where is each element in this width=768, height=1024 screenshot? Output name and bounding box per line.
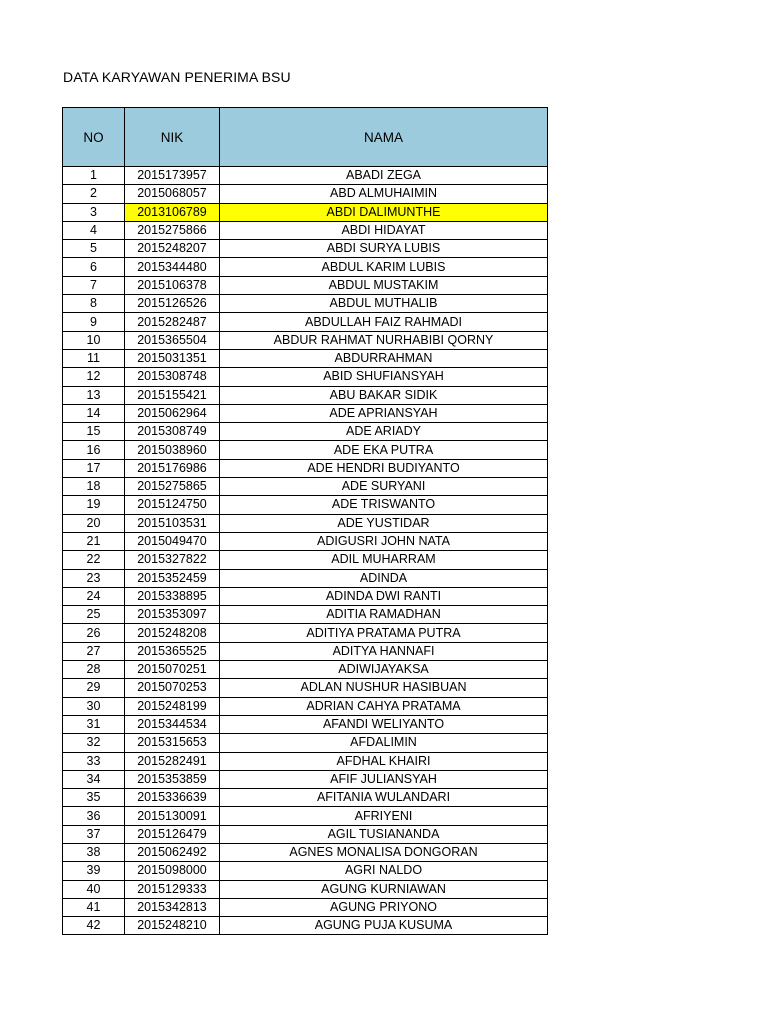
cell-no: 39 [63,862,125,880]
cell-nama: AGUNG KURNIAWAN [220,880,548,898]
cell-nik: 2015126479 [125,825,220,843]
cell-nama: ABD ALMUHAIMIN [220,185,548,203]
cell-nama: ADINDA [220,569,548,587]
table-row [63,661,548,679]
table-row [63,185,548,203]
table-row [63,276,548,294]
cell-nik: 2015282487 [125,313,220,331]
page-title: DATA KARYAWAN PENERIMA BSU [63,69,291,85]
cell-nik: 2015248199 [125,697,220,715]
table-row [63,514,548,532]
cell-nama: ABDI SURYA LUBIS [220,240,548,258]
cell-nama: ADIL MUHARRAM [220,551,548,569]
cell-nama: ABDUL MUTHALIB [220,295,548,313]
cell-nik: 2013106789 [125,203,220,221]
cell-nik: 2015336639 [125,789,220,807]
table-row [63,532,548,550]
table-row [63,697,548,715]
cell-nik: 2015173957 [125,167,220,185]
cell-no: 41 [63,898,125,916]
cell-nama: ADRIAN CAHYA PRATAMA [220,697,548,715]
cell-nik: 2015103531 [125,514,220,532]
cell-no: 37 [63,825,125,843]
cell-no: 25 [63,606,125,624]
cell-nik: 2015155421 [125,386,220,404]
cell-no: 2 [63,185,125,203]
cell-nik: 2015275865 [125,478,220,496]
cell-no: 35 [63,789,125,807]
cell-no: 15 [63,423,125,441]
employee-table [62,107,548,935]
cell-no: 33 [63,752,125,770]
table-row [63,386,548,404]
cell-nik: 2015342813 [125,898,220,916]
table-row [63,715,548,733]
cell-nama: ADE APRIANSYAH [220,404,548,422]
table-row [63,752,548,770]
cell-no: 19 [63,496,125,514]
table-row [63,331,548,349]
cell-no: 7 [63,276,125,294]
cell-nik: 2015176986 [125,459,220,477]
cell-nik: 2015344534 [125,715,220,733]
cell-no: 9 [63,313,125,331]
cell-no: 18 [63,478,125,496]
table-row [63,606,548,624]
cell-nama: ADLAN NUSHUR HASIBUAN [220,679,548,697]
table-row [63,917,548,935]
table-row [63,843,548,861]
cell-no: 3 [63,203,125,221]
table-row [63,587,548,605]
cell-nama: ABADI ZEGA [220,167,548,185]
cell-no: 28 [63,661,125,679]
table-row [63,478,548,496]
cell-no: 31 [63,715,125,733]
table-row [63,368,548,386]
cell-nama: AGNES MONALISA DONGORAN [220,843,548,861]
column-header-no: NO [63,108,125,167]
cell-nama: ADIGUSRI JOHN NATA [220,532,548,550]
column-header-nik: NIK [125,108,220,167]
cell-no: 42 [63,917,125,935]
cell-no: 38 [63,843,125,861]
table-row [63,789,548,807]
cell-nik: 2015031351 [125,349,220,367]
cell-nama: ABDI HIDAYAT [220,221,548,239]
cell-nik: 2015068057 [125,185,220,203]
cell-no: 30 [63,697,125,715]
cell-nama: ABDUL KARIM LUBIS [220,258,548,276]
cell-nama: AFANDI WELIYANTO [220,715,548,733]
cell-no: 20 [63,514,125,532]
cell-no: 27 [63,642,125,660]
cell-nik: 2015353859 [125,770,220,788]
cell-nik: 2015353097 [125,606,220,624]
cell-nik: 2015129333 [125,880,220,898]
cell-no: 24 [63,587,125,605]
cell-no: 12 [63,368,125,386]
table-body [63,167,548,935]
cell-no: 26 [63,624,125,642]
cell-no: 17 [63,459,125,477]
table-row [63,349,548,367]
cell-no: 40 [63,880,125,898]
cell-no: 14 [63,404,125,422]
cell-nama: ADITIA RAMADHAN [220,606,548,624]
cell-no: 36 [63,807,125,825]
cell-no: 5 [63,240,125,258]
cell-nama: AGRI NALDO [220,862,548,880]
cell-nama: AGIL TUSIANANDA [220,825,548,843]
cell-no: 21 [63,532,125,550]
cell-nik: 2015338895 [125,587,220,605]
table-row [63,167,548,185]
cell-nama: AFDHAL KHAIRI [220,752,548,770]
table-row [63,496,548,514]
table-row [63,880,548,898]
cell-nik: 2015049470 [125,532,220,550]
cell-nik: 2015308749 [125,423,220,441]
cell-nik: 2015365504 [125,331,220,349]
cell-nik: 2015098000 [125,862,220,880]
cell-nama: ADITIYA PRATAMA PUTRA [220,624,548,642]
cell-nik: 2015327822 [125,551,220,569]
cell-nik: 2015062964 [125,404,220,422]
cell-nik: 2015124750 [125,496,220,514]
table-row [63,404,548,422]
cell-nama: ABDI DALIMUNTHE [220,203,548,221]
cell-no: 4 [63,221,125,239]
cell-nama: ADE SURYANI [220,478,548,496]
cell-nama: ABDURRAHMAN [220,349,548,367]
table-row [63,459,548,477]
cell-nik: 2015062492 [125,843,220,861]
cell-nama: ABDUL MUSTAKIM [220,276,548,294]
table-row [63,423,548,441]
cell-no: 16 [63,441,125,459]
cell-nama: ADE HENDRI BUDIYANTO [220,459,548,477]
cell-nik: 2015070253 [125,679,220,697]
cell-no: 34 [63,770,125,788]
cell-nik: 2015038960 [125,441,220,459]
cell-no: 13 [63,386,125,404]
table-row [63,734,548,752]
cell-nik: 2015106378 [125,276,220,294]
cell-nama: AGUNG PUJA KUSUMA [220,917,548,935]
cell-nik: 2015248207 [125,240,220,258]
cell-nik: 2015315653 [125,734,220,752]
cell-no: 6 [63,258,125,276]
table-row [63,203,548,221]
cell-nama: AGUNG PRIYONO [220,898,548,916]
cell-nama: ABID SHUFIANSYAH [220,368,548,386]
cell-nama: ADINDA DWI RANTI [220,587,548,605]
table-row [63,898,548,916]
table-row [63,862,548,880]
cell-nama: ABU BAKAR SIDIK [220,386,548,404]
table-row [63,569,548,587]
table-row [63,240,548,258]
table-row [63,295,548,313]
table-row [63,258,548,276]
cell-nik: 2015130091 [125,807,220,825]
column-header-nama: NAMA [220,108,548,167]
table-row [63,313,548,331]
cell-no: 22 [63,551,125,569]
cell-no: 32 [63,734,125,752]
cell-no: 23 [63,569,125,587]
cell-nama: ADE TRISWANTO [220,496,548,514]
table-row [63,770,548,788]
cell-nik: 2015248210 [125,917,220,935]
table-row [63,441,548,459]
table-row [63,221,548,239]
cell-nama: ADE EKA PUTRA [220,441,548,459]
table-row [63,825,548,843]
cell-nama: ADE YUSTIDAR [220,514,548,532]
cell-nama: ADE ARIADY [220,423,548,441]
table-row [63,551,548,569]
cell-nik: 2015248208 [125,624,220,642]
cell-no: 29 [63,679,125,697]
table-row [63,624,548,642]
table-row [63,807,548,825]
cell-nik: 2015070251 [125,661,220,679]
cell-nama: ABDUR RAHMAT NURHABIBI QORNY [220,331,548,349]
cell-nama: AFRIYENI [220,807,548,825]
cell-nama: ABDULLAH FAIZ RAHMADI [220,313,548,331]
cell-nik: 2015344480 [125,258,220,276]
cell-nama: AFDALIMIN [220,734,548,752]
cell-nik: 2015365525 [125,642,220,660]
cell-no: 11 [63,349,125,367]
cell-nik: 2015126526 [125,295,220,313]
table-header [63,108,548,167]
cell-nik: 2015282491 [125,752,220,770]
table-row [63,679,548,697]
cell-nik: 2015352459 [125,569,220,587]
cell-nik: 2015275866 [125,221,220,239]
cell-nama: AFITANIA WULANDARI [220,789,548,807]
cell-nik: 2015308748 [125,368,220,386]
cell-no: 8 [63,295,125,313]
table-row [63,642,548,660]
cell-no: 1 [63,167,125,185]
cell-nama: ADIWIJAYAKSA [220,661,548,679]
table-header-row [63,108,548,167]
cell-nama: ADITYA HANNAFI [220,642,548,660]
cell-no: 10 [63,331,125,349]
cell-nama: AFIF JULIANSYAH [220,770,548,788]
